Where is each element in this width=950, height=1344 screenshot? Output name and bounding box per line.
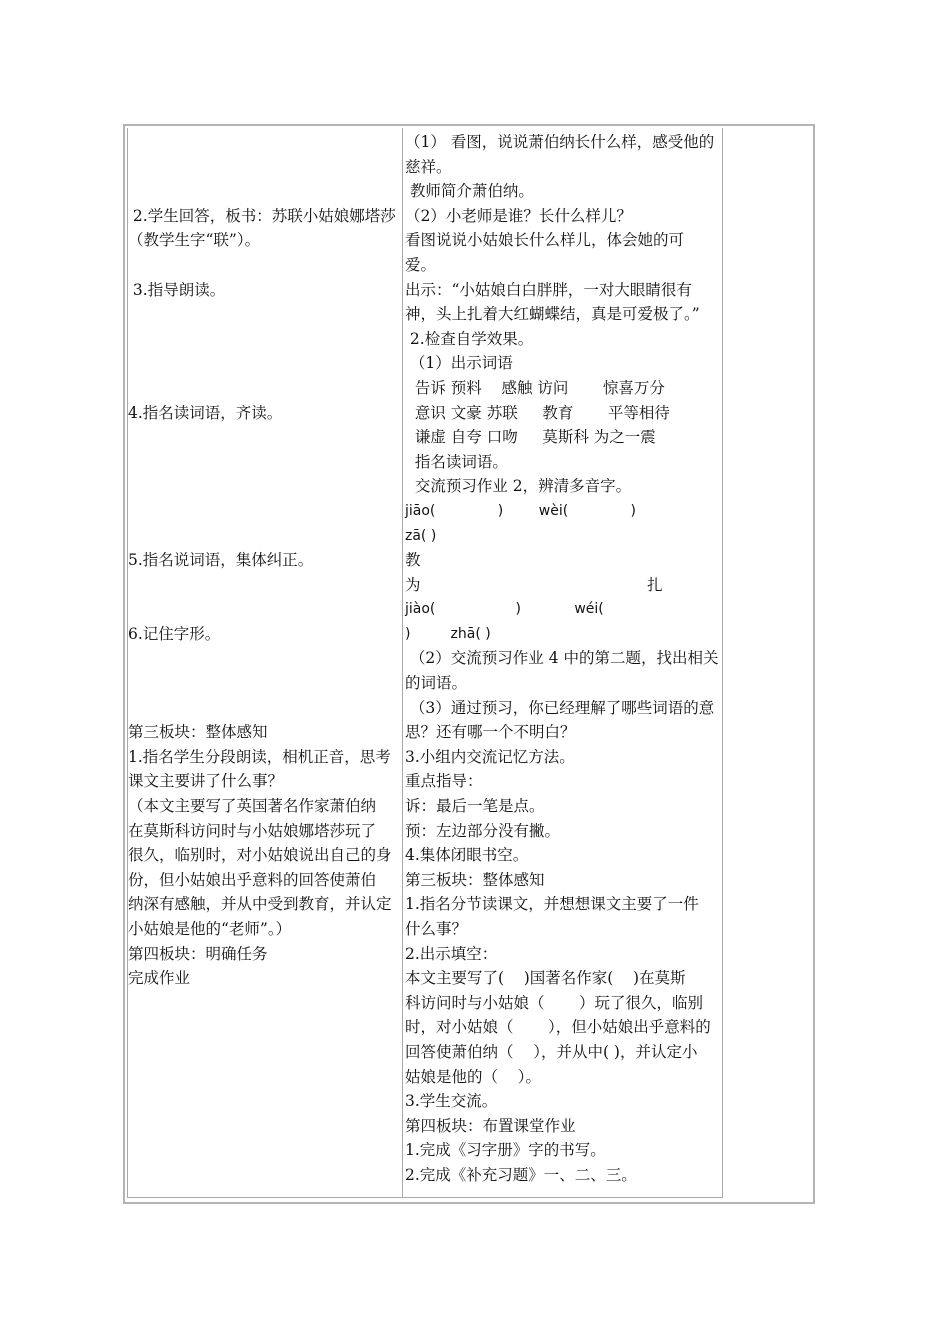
text-line: 科访问时与小姑娘（ ）玩了很久，临别 [405, 993, 703, 1012]
text-line: （1）出示词语 [405, 354, 513, 373]
text-line: 纳深有感触，并从中受到教育，并认定 [128, 895, 392, 914]
right-column-text [405, 130, 721, 1188]
text-line: 3.小组内交流记忆方法。 [405, 747, 575, 766]
text-line: （2）交流预习作业 4 中的第二题，找出相关 [405, 649, 719, 668]
text-line: （3）通过预习，你已经理解了哪些词语的意 [405, 698, 715, 717]
text-line: 2.检查自学效果。 [405, 329, 534, 348]
text-line: 4.指名读词语，齐读。 [128, 403, 283, 422]
text-line: 3.指导朗读。 [128, 280, 226, 299]
text-line: 很久，临别时，对小姑娘说出自己的身 [128, 846, 392, 865]
text-line: 爱。 [405, 255, 437, 274]
text-line: 慈祥。 [405, 157, 452, 176]
text-line: 第三板块：整体感知 [128, 723, 268, 742]
text-line: 交流预习作业 2，辨清多音字。 [405, 477, 632, 496]
text-line: 3.学生交流。 [405, 1092, 498, 1111]
text-line [128, 671, 402, 696]
column-divider-middle [402, 128, 403, 1198]
text-line [128, 524, 402, 549]
text-line: （1） 看图，说说萧伯纳长什么样，感受他的 [405, 133, 715, 151]
text-line [128, 253, 402, 278]
text-line: 为 扎 [405, 575, 663, 594]
text-line: 神，头上扎着大红蝴蝶结，真是可爱极了。” [405, 305, 700, 324]
text-line: ) zhā( ) [405, 625, 491, 642]
text-line: 第四板块：明确任务 [128, 944, 268, 963]
text-line: 份，但小姑娘出乎意料的回答使萧伯 [128, 870, 377, 889]
text-line: 出示：“小姑娘白白胖胖，一对大眼睛很有 [405, 280, 692, 299]
text-line: 2.完成《补充习题》一、二、三。 [405, 1165, 637, 1184]
text-line: 姑娘是他的（ ）。 [405, 1067, 541, 1086]
text-line: 预：左边部分没有撇。 [405, 821, 561, 840]
text-line: 2.出示填空： [405, 944, 498, 963]
text-line: 回答使萧伯纳（ ），并从中( )，并认定小 [405, 1042, 698, 1061]
text-line: 6.记住字形。 [128, 624, 221, 643]
text-line: （本文主要写了英国著名作家萧伯纳 [128, 797, 377, 816]
text-line [128, 696, 402, 721]
text-line: 谦虚 自夸 口吻 莫斯科 为之一震 [405, 428, 656, 447]
text-line: 什么事？ [405, 920, 468, 938]
text-line: 完成作业 [128, 969, 191, 988]
text-line [128, 425, 402, 450]
text-line: （教学生字“联”）。 [128, 231, 261, 250]
text-line: 2.学生回答，板书：苏联小姑娘娜塔莎 [128, 206, 396, 225]
text-line: jiāo( ) wèi( ) [405, 502, 636, 519]
text-line: 1.指名学生分段朗读，相机正音，思考 [128, 747, 391, 766]
text-line [128, 474, 402, 499]
text-line [128, 155, 402, 180]
text-line: （2）小老师是谁？长什么样儿？ [405, 206, 632, 225]
text-line: 1.完成《习字册》字的书写。 [405, 1141, 606, 1160]
text-line [128, 302, 402, 327]
text-line: 本文主要写了( )国著名作家( )在莫斯 [405, 969, 686, 988]
text-line: zā( ) [405, 527, 437, 544]
text-line: 思？还有哪一个不明白？ [405, 723, 576, 742]
text-line [128, 376, 402, 401]
text-line: 第四板块：布置课堂作业 [405, 1116, 576, 1135]
text-line [128, 130, 402, 155]
text-line: 4.集体闭眼书空。 [405, 846, 529, 865]
text-line: 看图说说小姑娘长什么样儿，体会她的可 [405, 231, 685, 250]
text-line [128, 646, 402, 671]
text-line: 课文主要讲了什么事？ [128, 772, 284, 791]
text-line [128, 499, 402, 524]
column-divider-right [722, 128, 723, 1198]
text-line [128, 450, 402, 475]
text-line: 告诉 预料 感触 访问 惊喜万分 [405, 378, 665, 397]
text-line: 的词语。 [405, 674, 468, 693]
text-line: 教师简介萧伯纳。 [405, 182, 534, 201]
text-line: 指名读词语。 [405, 452, 508, 471]
text-line: 意识 文豪 苏联 教育 平等相待 [405, 403, 670, 422]
text-line: 教 [405, 551, 421, 570]
text-line: jiào( ) wéi( [405, 601, 604, 618]
text-line [128, 179, 402, 204]
text-line: 小姑娘是他的“老师”。） [128, 920, 292, 938]
text-line: 诉：最后一笔是点。 [405, 797, 545, 816]
text-line: 第三板块：整体感知 [405, 870, 545, 889]
text-line [128, 351, 402, 376]
text-line: 5.指名说词语，集体纠正。 [128, 551, 314, 570]
text-line: 1.指名分节读课文，并想想课文主要了一件 [405, 895, 699, 914]
text-line [128, 597, 402, 622]
left-column-text [128, 130, 402, 991]
text-line: 在莫斯科访问时与小姑娘娜塔莎玩了 [128, 821, 377, 840]
table-bottom-rule [127, 1197, 723, 1198]
text-line: 时，对小姑娘（ ），但小姑娘出乎意料的 [405, 1018, 711, 1037]
text-line [128, 573, 402, 598]
text-line: 重点指导： [405, 772, 483, 791]
text-line [128, 327, 402, 352]
